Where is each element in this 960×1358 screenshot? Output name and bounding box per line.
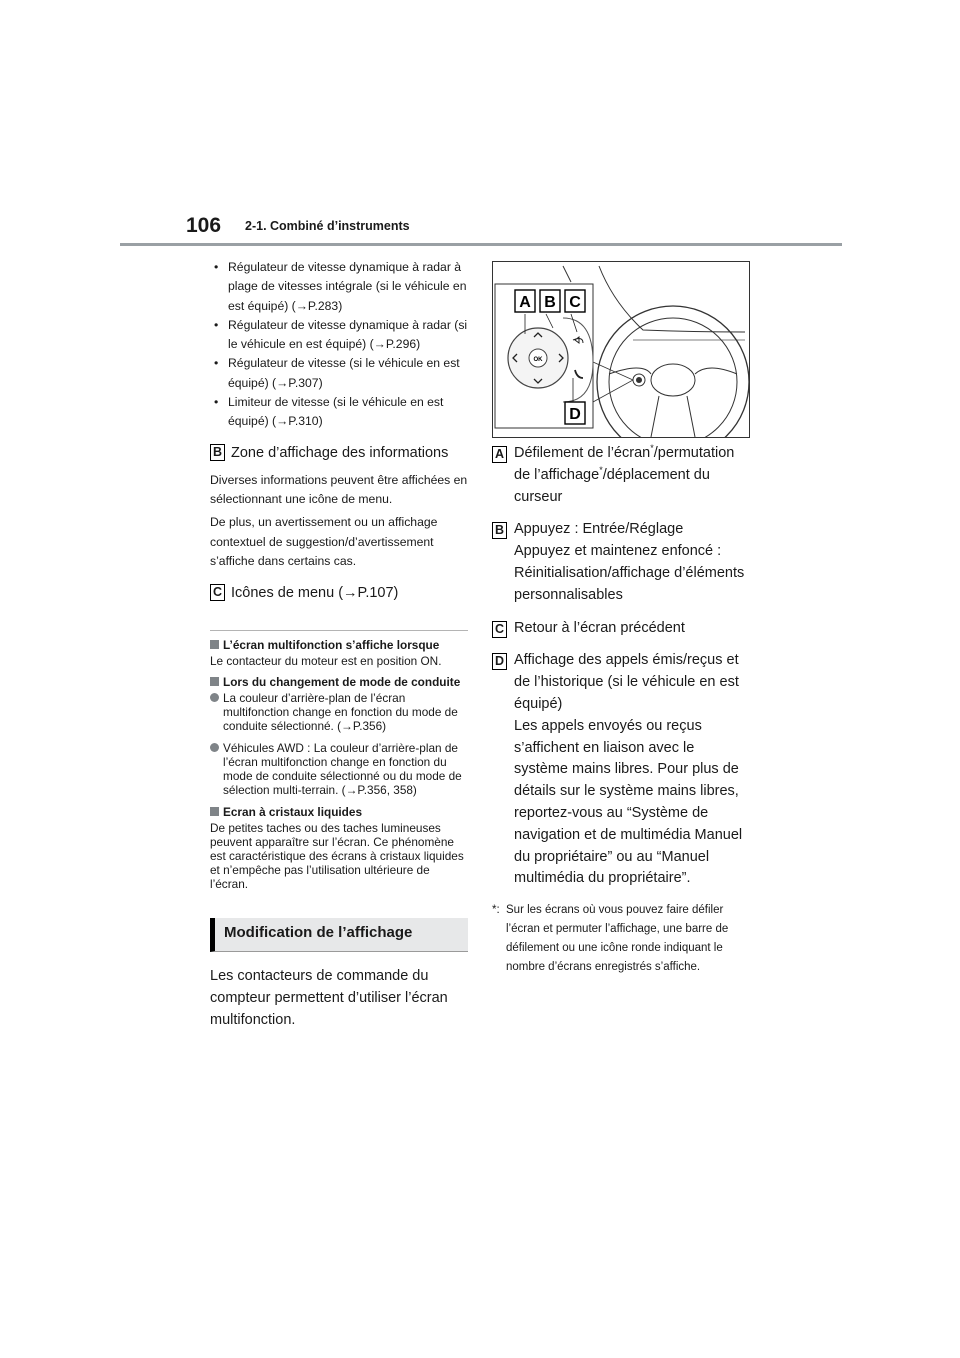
item-b-para-1: Diverses informations peuvent être affichées en sélectionnant une icône de menu. xyxy=(210,472,468,506)
figure-label-b: B xyxy=(544,294,556,311)
item-b xyxy=(492,519,748,606)
item-c-heading xyxy=(210,583,468,604)
footnote-star: * xyxy=(650,443,654,454)
item-d xyxy=(492,650,748,890)
footnote-text: Sur les écrans où vous pouvez faire défiler l’écran et permuter l’affichage, une barre de défilement ou une icône ronde indiquant le nombre d’écrans enregistrés s’affiche. xyxy=(506,904,729,974)
label-c-box: C xyxy=(210,584,225,601)
modification-heading-bar: Modification de l’affichage xyxy=(210,918,468,952)
note-circle-item: La couleur d’arrière-plan de l’écran multifonction change en fonction du mode de conduite sélectionné. (→P.356) xyxy=(210,691,468,733)
item-c-title: Icônes de menu (→P.107) xyxy=(231,585,399,602)
ok-button-label: OK xyxy=(533,357,543,363)
section-title: 2-1. Combiné d’instruments xyxy=(245,219,410,233)
item-d-line: Affichage des appels émis/reçus et de l’historique (si le véhicule en est équipé) xyxy=(514,652,739,712)
label-a-box: A xyxy=(492,446,507,463)
figure-label-c: C xyxy=(569,294,581,311)
item-b-line: Appuyez et maintenez enfoncé : Réinitialisation/affichage d’éléments personnalisables xyxy=(514,543,745,603)
label-c-box: C xyxy=(492,621,507,638)
note-circle-item: Véhicules AWD : La couleur d’arrière-plan de l’écran multifonction change en fonction du mode de conduite sélectionné ou du mode de sélection multi-terrain. (→P.356, 358) xyxy=(210,741,468,797)
item-a xyxy=(492,443,748,508)
header-rule xyxy=(120,243,842,246)
left-column xyxy=(210,258,468,1032)
label-d-box: D xyxy=(492,653,507,670)
list-item: • Régulateur de vitesse dynamique à radar (si le véhicule en est équipé) (→P.296) xyxy=(210,316,468,355)
item-b-para-2: De plus, un avertissement ou un affichage contextuel de suggestion/d’avertissement s’affiche dans certains cas. xyxy=(210,515,438,568)
list-item: • Régulateur de vitesse (si le véhicule en est équipé) (→P.307) xyxy=(210,354,468,393)
intro-paragraph: Les contacteurs de commande du compteur permettent d’utiliser l’écran multifonction. xyxy=(210,968,448,1028)
item-b-heading xyxy=(210,443,468,464)
item-a-text: /permutation de l’affichage xyxy=(514,445,735,483)
item-b-line: Appuyez : Entrée/Réglage xyxy=(514,521,684,538)
footnote-mark: *: xyxy=(492,904,500,917)
item-c xyxy=(492,618,748,640)
steering-switch-figure xyxy=(492,261,750,438)
bullet-list xyxy=(210,258,468,432)
item-b-title: Zone d’affichage des informations xyxy=(231,444,449,461)
item-a-text: Défilement de l’écran xyxy=(514,445,651,461)
list-item: • Limiteur de vitesse (si le véhicule en est équipé) (→P.310) xyxy=(210,393,468,432)
item-a-text: /déplacement du curseur xyxy=(514,466,710,505)
footnote-star: * xyxy=(599,464,603,475)
notes-section xyxy=(210,630,468,891)
note-text: De petites taches ou des taches lumineuses peuvent apparaître sur l’écran. Ce phénomène est caractéristique des écrans à cristaux liquides et n’empêche pas l’utilisation ultérieure de l’écran. xyxy=(210,821,464,892)
figure-label-d: D xyxy=(569,406,581,423)
item-c-text: Retour à l’écran précédent xyxy=(514,619,685,636)
note-heading: Ecran à cristaux liquides xyxy=(210,805,468,819)
note-heading: Lors du changement de mode de conduite xyxy=(210,675,468,689)
label-b-box: B xyxy=(210,444,225,461)
note-heading: L’écran multifonction s’affiche lorsque xyxy=(210,638,468,652)
list-item: • Régulateur de vitesse dynamique à radar à plage de vitesses intégrale (si le véhicule en est équipé) (→P.283) xyxy=(210,258,468,316)
right-column xyxy=(492,443,748,977)
page-number: 106 xyxy=(186,214,222,237)
label-b-box: B xyxy=(492,522,507,539)
footnote xyxy=(492,901,748,977)
note-text: Le contacteur du moteur est en position ON. xyxy=(210,654,442,669)
item-d-line: Les appels envoyés ou reçus s’affichent en liaison avec le système mains libres. Pour plus de détails sur le système mains libres, reportez-vous au “Système de navigation et de multimédia Manuel du propriétaire” ou au “Manuel multimédia du propriétaire”. xyxy=(514,717,743,887)
steering-wheel-illustration xyxy=(493,262,749,437)
figure-label-a: A xyxy=(519,294,531,311)
